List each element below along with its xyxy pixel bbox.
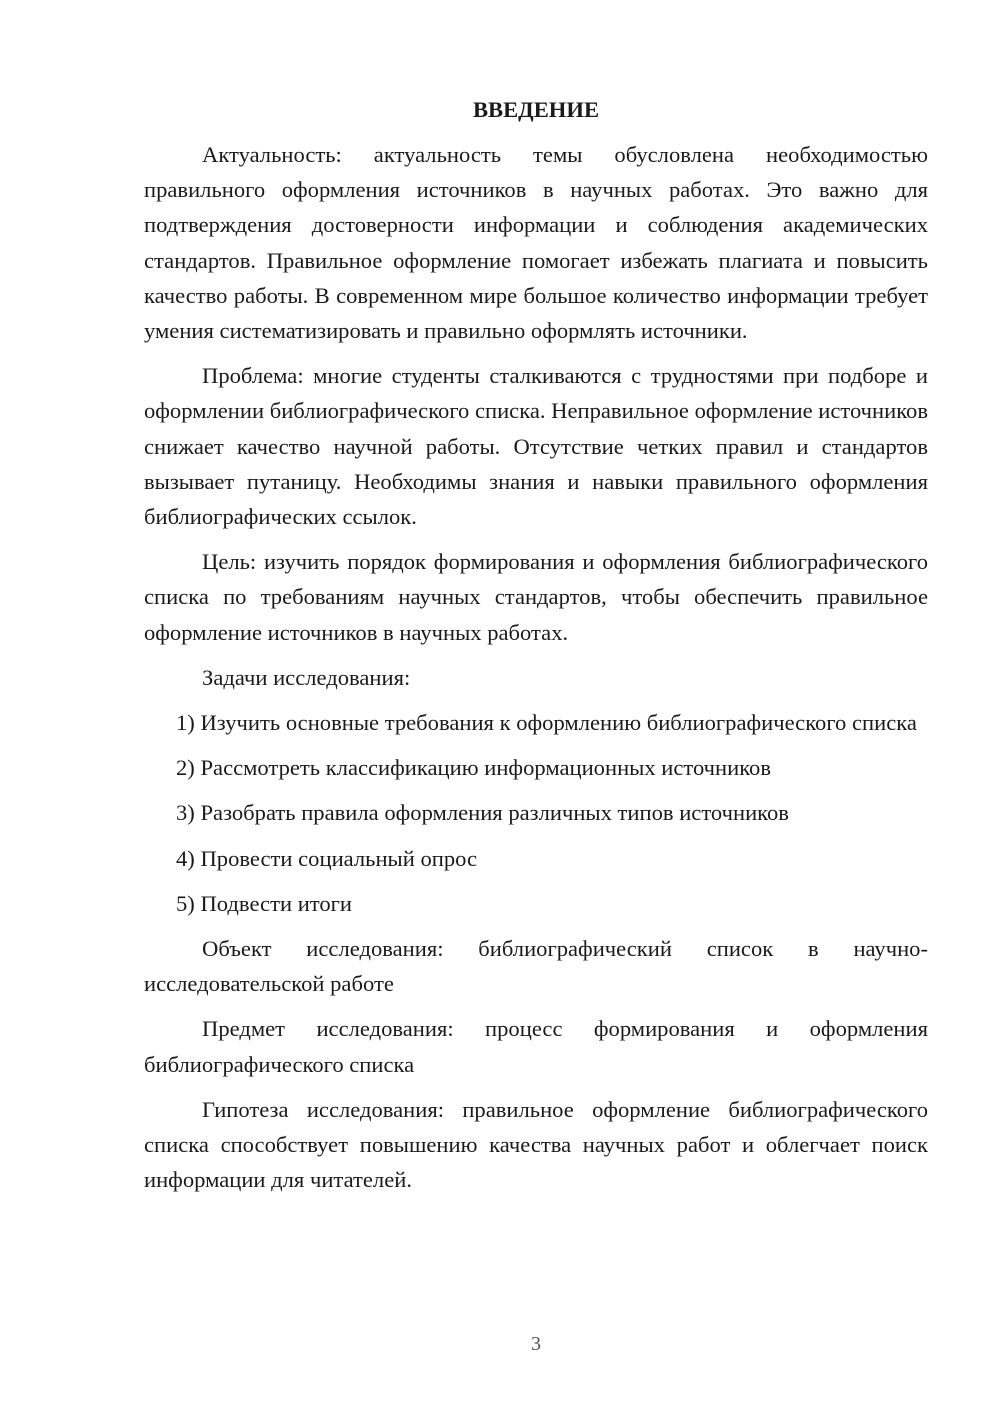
task-item: 1) Изучить основные требования к оформлению библиографического списка <box>176 710 917 736</box>
paragraph-subject: Предмет исследования: процесс формирования и оформления библиографического списка <box>144 1016 928 1077</box>
task-item: 3) Разобрать правила оформления различных типов источников <box>176 800 789 826</box>
task-item: 2) Рассмотреть классификацию информационных источников <box>176 755 772 781</box>
paragraph-relevance: Актуальность: актуальность темы обусловлена необходимостью правильного оформления источников в научных работах. Это важно для подтверждения достоверности информации и соблюдения академических стандартов. Правильное оформление помогает избежать плагиата и повысить качество работы. В современном мире большое количество информации требует умения систематизировать и правильно оформлять источники. <box>144 142 928 344</box>
page-number: 3 <box>531 1333 541 1355</box>
page-content <box>144 93 928 1207</box>
section-title: ВВЕДЕНИЕ <box>472 97 600 122</box>
paragraph-problem: Проблема: многие студенты сталкиваются с трудностями при подборе и оформлении библиографического списка. Неправильное оформление источников снижает качество научной работы. Отсутствие четких правил и стандартов вызывает путаницу. Необходимы знания и навыки правильного оформления библиографических ссылок. <box>144 363 929 530</box>
paragraph-hypothesis: Гипотеза исследования: правильное оформление библиографического списка способствует повышению качества научных работ и облегчает поиск информации для читателей. <box>144 1096 928 1193</box>
task-item: 4) Провести социальный опрос <box>176 845 478 871</box>
tasks-heading: Задачи исследования: <box>202 664 411 690</box>
paragraph-object: Объект исследования: библиографический список в научно-исследовательской работе <box>144 936 928 997</box>
task-item: 5) Подвести итоги <box>176 890 353 916</box>
paragraph-goal: Цель: изучить порядок формирования и оформления библиографического списка по требованиям научных стандартов, чтобы обеспечить правильное оформление источников в научных работах. <box>144 549 928 645</box>
